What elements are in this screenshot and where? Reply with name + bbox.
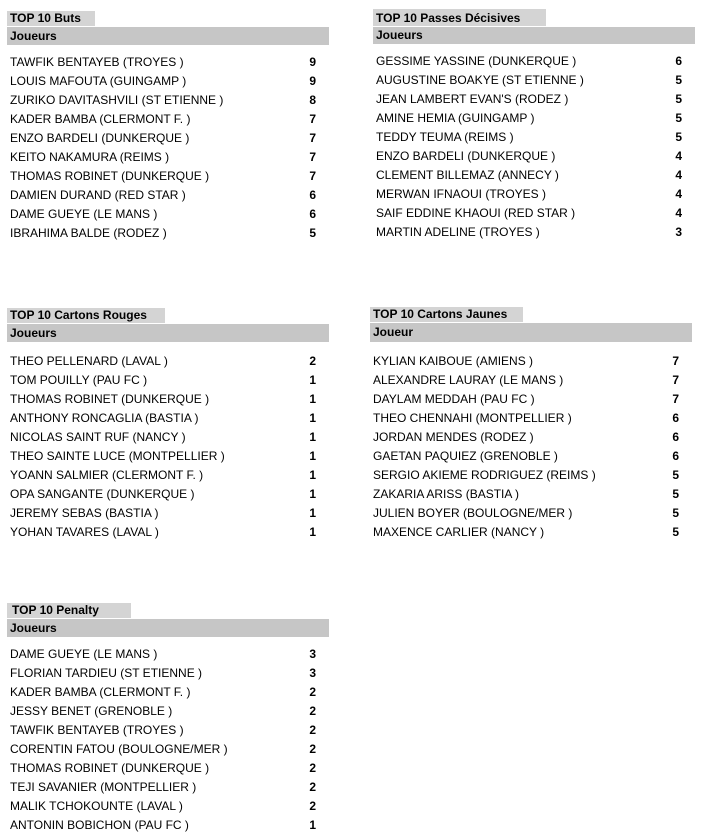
table-row bbox=[7, 797, 329, 816]
stat-value: 2 bbox=[309, 761, 316, 775]
player-name: JEREMY SEBAS (BASTIA ) bbox=[10, 506, 159, 520]
stat-value: 7 bbox=[672, 373, 679, 387]
table-row bbox=[7, 816, 329, 835]
stat-value: 5 bbox=[672, 487, 679, 501]
table-row bbox=[7, 352, 329, 371]
player-name: KEITO NAKAMURA (REIMS ) bbox=[10, 150, 170, 164]
player-name: YOANN SALMIER (CLERMONT F. ) bbox=[10, 468, 204, 482]
stat-value: 2 bbox=[309, 685, 316, 699]
table-row bbox=[7, 91, 329, 110]
player-name: SERGIO AKIEME RODRIGUEZ (REIMS ) bbox=[373, 468, 596, 482]
table-row bbox=[7, 371, 329, 390]
table-title: TOP 10 Cartons Jaunes bbox=[370, 307, 523, 322]
table-row bbox=[7, 702, 329, 721]
stat-value: 1 bbox=[309, 449, 316, 463]
player-name: TAWFIK BENTAYEB (TROYES ) bbox=[10, 55, 184, 69]
player-name: AUGUSTINE BOAKYE (ST ETIENNE ) bbox=[376, 73, 584, 87]
player-name: DAME GUEYE (LE MANS ) bbox=[10, 647, 158, 661]
stat-value: 7 bbox=[309, 169, 316, 183]
player-name: MALIK TCHOKOUNTE (LAVAL ) bbox=[10, 799, 183, 813]
table-top-passes bbox=[373, 9, 695, 242]
table-row bbox=[7, 390, 329, 409]
stat-value: 1 bbox=[309, 818, 316, 832]
player-name: JORDAN MENDES (RODEZ ) bbox=[373, 430, 534, 444]
player-name: MERWAN IFNAOUI (TROYES ) bbox=[376, 187, 547, 201]
table-row bbox=[7, 683, 329, 702]
stat-value: 1 bbox=[309, 506, 316, 520]
stat-value: 4 bbox=[675, 168, 682, 182]
player-name: JESSY BENET (GRENOBLE ) bbox=[10, 704, 173, 718]
table-row bbox=[7, 148, 329, 167]
player-name: DAMIEN DURAND (RED STAR ) bbox=[10, 188, 186, 202]
player-name: DAME GUEYE (LE MANS ) bbox=[10, 207, 158, 221]
stat-value: 6 bbox=[309, 188, 316, 202]
stat-value: 9 bbox=[309, 74, 316, 88]
player-name: ZAKARIA ARISS (BASTIA ) bbox=[373, 487, 520, 501]
player-name: TOM POUILLY (PAU FC ) bbox=[10, 373, 148, 387]
player-name: SAIF EDDINE KHAOUI (RED STAR ) bbox=[376, 206, 576, 220]
table-row bbox=[7, 778, 329, 797]
table-row bbox=[373, 90, 695, 109]
table-row bbox=[373, 185, 695, 204]
table-row bbox=[7, 759, 329, 778]
stat-value: 5 bbox=[675, 73, 682, 87]
table-row bbox=[373, 204, 695, 223]
stat-value: 5 bbox=[675, 92, 682, 106]
table-title: TOP 10 Penalty bbox=[7, 603, 131, 618]
player-name: KYLIAN KAIBOUE (AMIENS ) bbox=[373, 354, 534, 368]
stat-value: 6 bbox=[672, 449, 679, 463]
stat-value: 7 bbox=[309, 112, 316, 126]
stat-value: 5 bbox=[675, 111, 682, 125]
stat-value: 1 bbox=[309, 468, 316, 482]
player-name: JULIEN BOYER (BOULOGNE/MER ) bbox=[373, 506, 573, 520]
stat-value: 7 bbox=[672, 354, 679, 368]
stat-value: 5 bbox=[675, 130, 682, 144]
stat-value: 1 bbox=[309, 487, 316, 501]
stat-value: 4 bbox=[675, 149, 682, 163]
stat-value: 4 bbox=[675, 187, 682, 201]
table-row bbox=[370, 447, 692, 466]
table-row bbox=[7, 523, 329, 542]
column-header-joueurs: Joueurs bbox=[7, 619, 329, 637]
player-name: THOMAS ROBINET (DUNKERQUE ) bbox=[10, 169, 210, 183]
table-row bbox=[7, 664, 329, 683]
stat-value: 6 bbox=[675, 54, 682, 68]
stat-value: 7 bbox=[672, 392, 679, 406]
stat-value: 1 bbox=[309, 373, 316, 387]
table-row bbox=[7, 645, 329, 664]
player-name: JEAN LAMBERT EVAN'S (RODEZ ) bbox=[376, 92, 569, 106]
stat-value: 1 bbox=[309, 430, 316, 444]
table-row bbox=[373, 147, 695, 166]
table-row bbox=[373, 128, 695, 147]
stat-value: 1 bbox=[309, 411, 316, 425]
table-row bbox=[7, 504, 329, 523]
stat-value: 3 bbox=[309, 647, 316, 661]
player-name: YOHAN TAVARES (LAVAL ) bbox=[10, 525, 159, 539]
stat-value: 6 bbox=[672, 430, 679, 444]
table-row bbox=[370, 466, 692, 485]
table-row bbox=[7, 428, 329, 447]
table-row bbox=[7, 447, 329, 466]
table-row bbox=[373, 52, 695, 71]
table-rows bbox=[370, 352, 692, 542]
table-rows bbox=[7, 53, 329, 243]
table-row bbox=[7, 129, 329, 148]
table-top-penalty bbox=[7, 601, 329, 835]
table-top-buts bbox=[7, 9, 329, 243]
stat-value: 5 bbox=[309, 226, 316, 240]
table-title: TOP 10 Buts bbox=[7, 11, 95, 26]
column-header-joueurs: Joueurs bbox=[7, 324, 329, 342]
stat-value: 2 bbox=[309, 780, 316, 794]
table-row bbox=[370, 485, 692, 504]
column-header-joueur: Joueur bbox=[370, 323, 692, 342]
stat-value: 5 bbox=[672, 525, 679, 539]
table-row bbox=[7, 466, 329, 485]
table-row bbox=[7, 740, 329, 759]
player-name: AMINE HEMIA (GUINGAMP ) bbox=[376, 111, 535, 125]
player-name: ANTHONY RONCAGLIA (BASTIA ) bbox=[10, 411, 199, 425]
table-row bbox=[7, 186, 329, 205]
player-name: THEO CHENNAHI (MONTPELLIER ) bbox=[373, 411, 572, 425]
table-row bbox=[7, 72, 329, 91]
player-name: TAWFIK BENTAYEB (TROYES ) bbox=[10, 723, 184, 737]
player-name: MAXENCE CARLIER (NANCY ) bbox=[373, 525, 545, 539]
table-row bbox=[370, 390, 692, 409]
player-name: OPA SANGANTE (DUNKERQUE ) bbox=[10, 487, 195, 501]
stat-value: 3 bbox=[309, 666, 316, 680]
table-row bbox=[370, 409, 692, 428]
player-name: ENZO BARDELI (DUNKERQUE ) bbox=[376, 149, 556, 163]
stat-value: 1 bbox=[309, 392, 316, 406]
table-row bbox=[373, 166, 695, 185]
player-name: THEO PELLENARD (LAVAL ) bbox=[10, 354, 168, 368]
table-row bbox=[7, 53, 329, 72]
stat-value: 8 bbox=[309, 93, 316, 107]
table-row bbox=[7, 224, 329, 243]
player-name: THOMAS ROBINET (DUNKERQUE ) bbox=[10, 761, 210, 775]
stat-value: 6 bbox=[309, 207, 316, 221]
stat-value: 2 bbox=[309, 704, 316, 718]
stat-value: 2 bbox=[309, 723, 316, 737]
stat-value: 9 bbox=[309, 55, 316, 69]
player-name: GESSIME YASSINE (DUNKERQUE ) bbox=[376, 54, 577, 68]
player-name: TEDDY TEUMA (REIMS ) bbox=[376, 130, 514, 144]
stat-value: 1 bbox=[309, 525, 316, 539]
table-row bbox=[370, 352, 692, 371]
table-top-cartons-jaunes bbox=[370, 305, 692, 542]
table-row bbox=[373, 223, 695, 242]
stat-value: 2 bbox=[309, 742, 316, 756]
table-rows bbox=[373, 52, 695, 242]
table-top-cartons-rouges bbox=[7, 306, 329, 542]
player-name: GAETAN PAQUIEZ (GRENOBLE ) bbox=[373, 449, 558, 463]
player-name: CLEMENT BILLEMAZ (ANNECY ) bbox=[376, 168, 559, 182]
table-row bbox=[7, 721, 329, 740]
player-name: KADER BAMBA (CLERMONT F. ) bbox=[10, 112, 191, 126]
player-name: IBRAHIMA BALDE (RODEZ ) bbox=[10, 226, 167, 240]
player-name: NICOLAS SAINT RUF (NANCY ) bbox=[10, 430, 186, 444]
column-header-joueurs: Joueurs bbox=[373, 27, 695, 44]
stat-value: 3 bbox=[675, 225, 682, 239]
table-row bbox=[7, 485, 329, 504]
table-row bbox=[7, 167, 329, 186]
player-name: THEO SAINTE LUCE (MONTPELLIER ) bbox=[10, 449, 225, 463]
column-header-joueurs: Joueurs bbox=[7, 27, 329, 45]
table-row bbox=[7, 409, 329, 428]
player-name: MARTIN ADELINE (TROYES ) bbox=[376, 225, 540, 239]
table-row bbox=[370, 504, 692, 523]
table-rows bbox=[7, 352, 329, 542]
stat-value: 7 bbox=[309, 150, 316, 164]
player-name: DAYLAM MEDDAH (PAU FC ) bbox=[373, 392, 535, 406]
player-name: ZURIKO DAVITASHVILI (ST ETIENNE ) bbox=[10, 93, 224, 107]
player-name: THOMAS ROBINET (DUNKERQUE ) bbox=[10, 392, 210, 406]
table-title: TOP 10 Passes Décisives bbox=[373, 9, 546, 26]
stat-value: 2 bbox=[309, 354, 316, 368]
table-row bbox=[370, 371, 692, 390]
player-name: ANTONIN BOBICHON (PAU FC ) bbox=[10, 818, 189, 832]
table-row bbox=[373, 109, 695, 128]
player-name: LOUIS MAFOUTA (GUINGAMP ) bbox=[10, 74, 187, 88]
table-row bbox=[370, 428, 692, 447]
table-row bbox=[7, 205, 329, 224]
player-name: CORENTIN FATOU (BOULOGNE/MER ) bbox=[10, 742, 228, 756]
table-rows bbox=[7, 645, 329, 835]
table-row bbox=[370, 523, 692, 542]
player-name: ALEXANDRE LAURAY (LE MANS ) bbox=[373, 373, 564, 387]
stat-value: 7 bbox=[309, 131, 316, 145]
table-row bbox=[7, 110, 329, 129]
stat-value: 4 bbox=[675, 206, 682, 220]
stat-value: 6 bbox=[672, 411, 679, 425]
player-name: KADER BAMBA (CLERMONT F. ) bbox=[10, 685, 191, 699]
player-name: TEJI SAVANIER (MONTPELLIER ) bbox=[10, 780, 197, 794]
stat-value: 2 bbox=[309, 799, 316, 813]
stat-value: 5 bbox=[672, 468, 679, 482]
stat-value: 5 bbox=[672, 506, 679, 520]
table-row bbox=[373, 71, 695, 90]
player-name: ENZO BARDELI (DUNKERQUE ) bbox=[10, 131, 190, 145]
table-title: TOP 10 Cartons Rouges bbox=[7, 308, 165, 323]
player-name: FLORIAN TARDIEU (ST ETIENNE ) bbox=[10, 666, 203, 680]
